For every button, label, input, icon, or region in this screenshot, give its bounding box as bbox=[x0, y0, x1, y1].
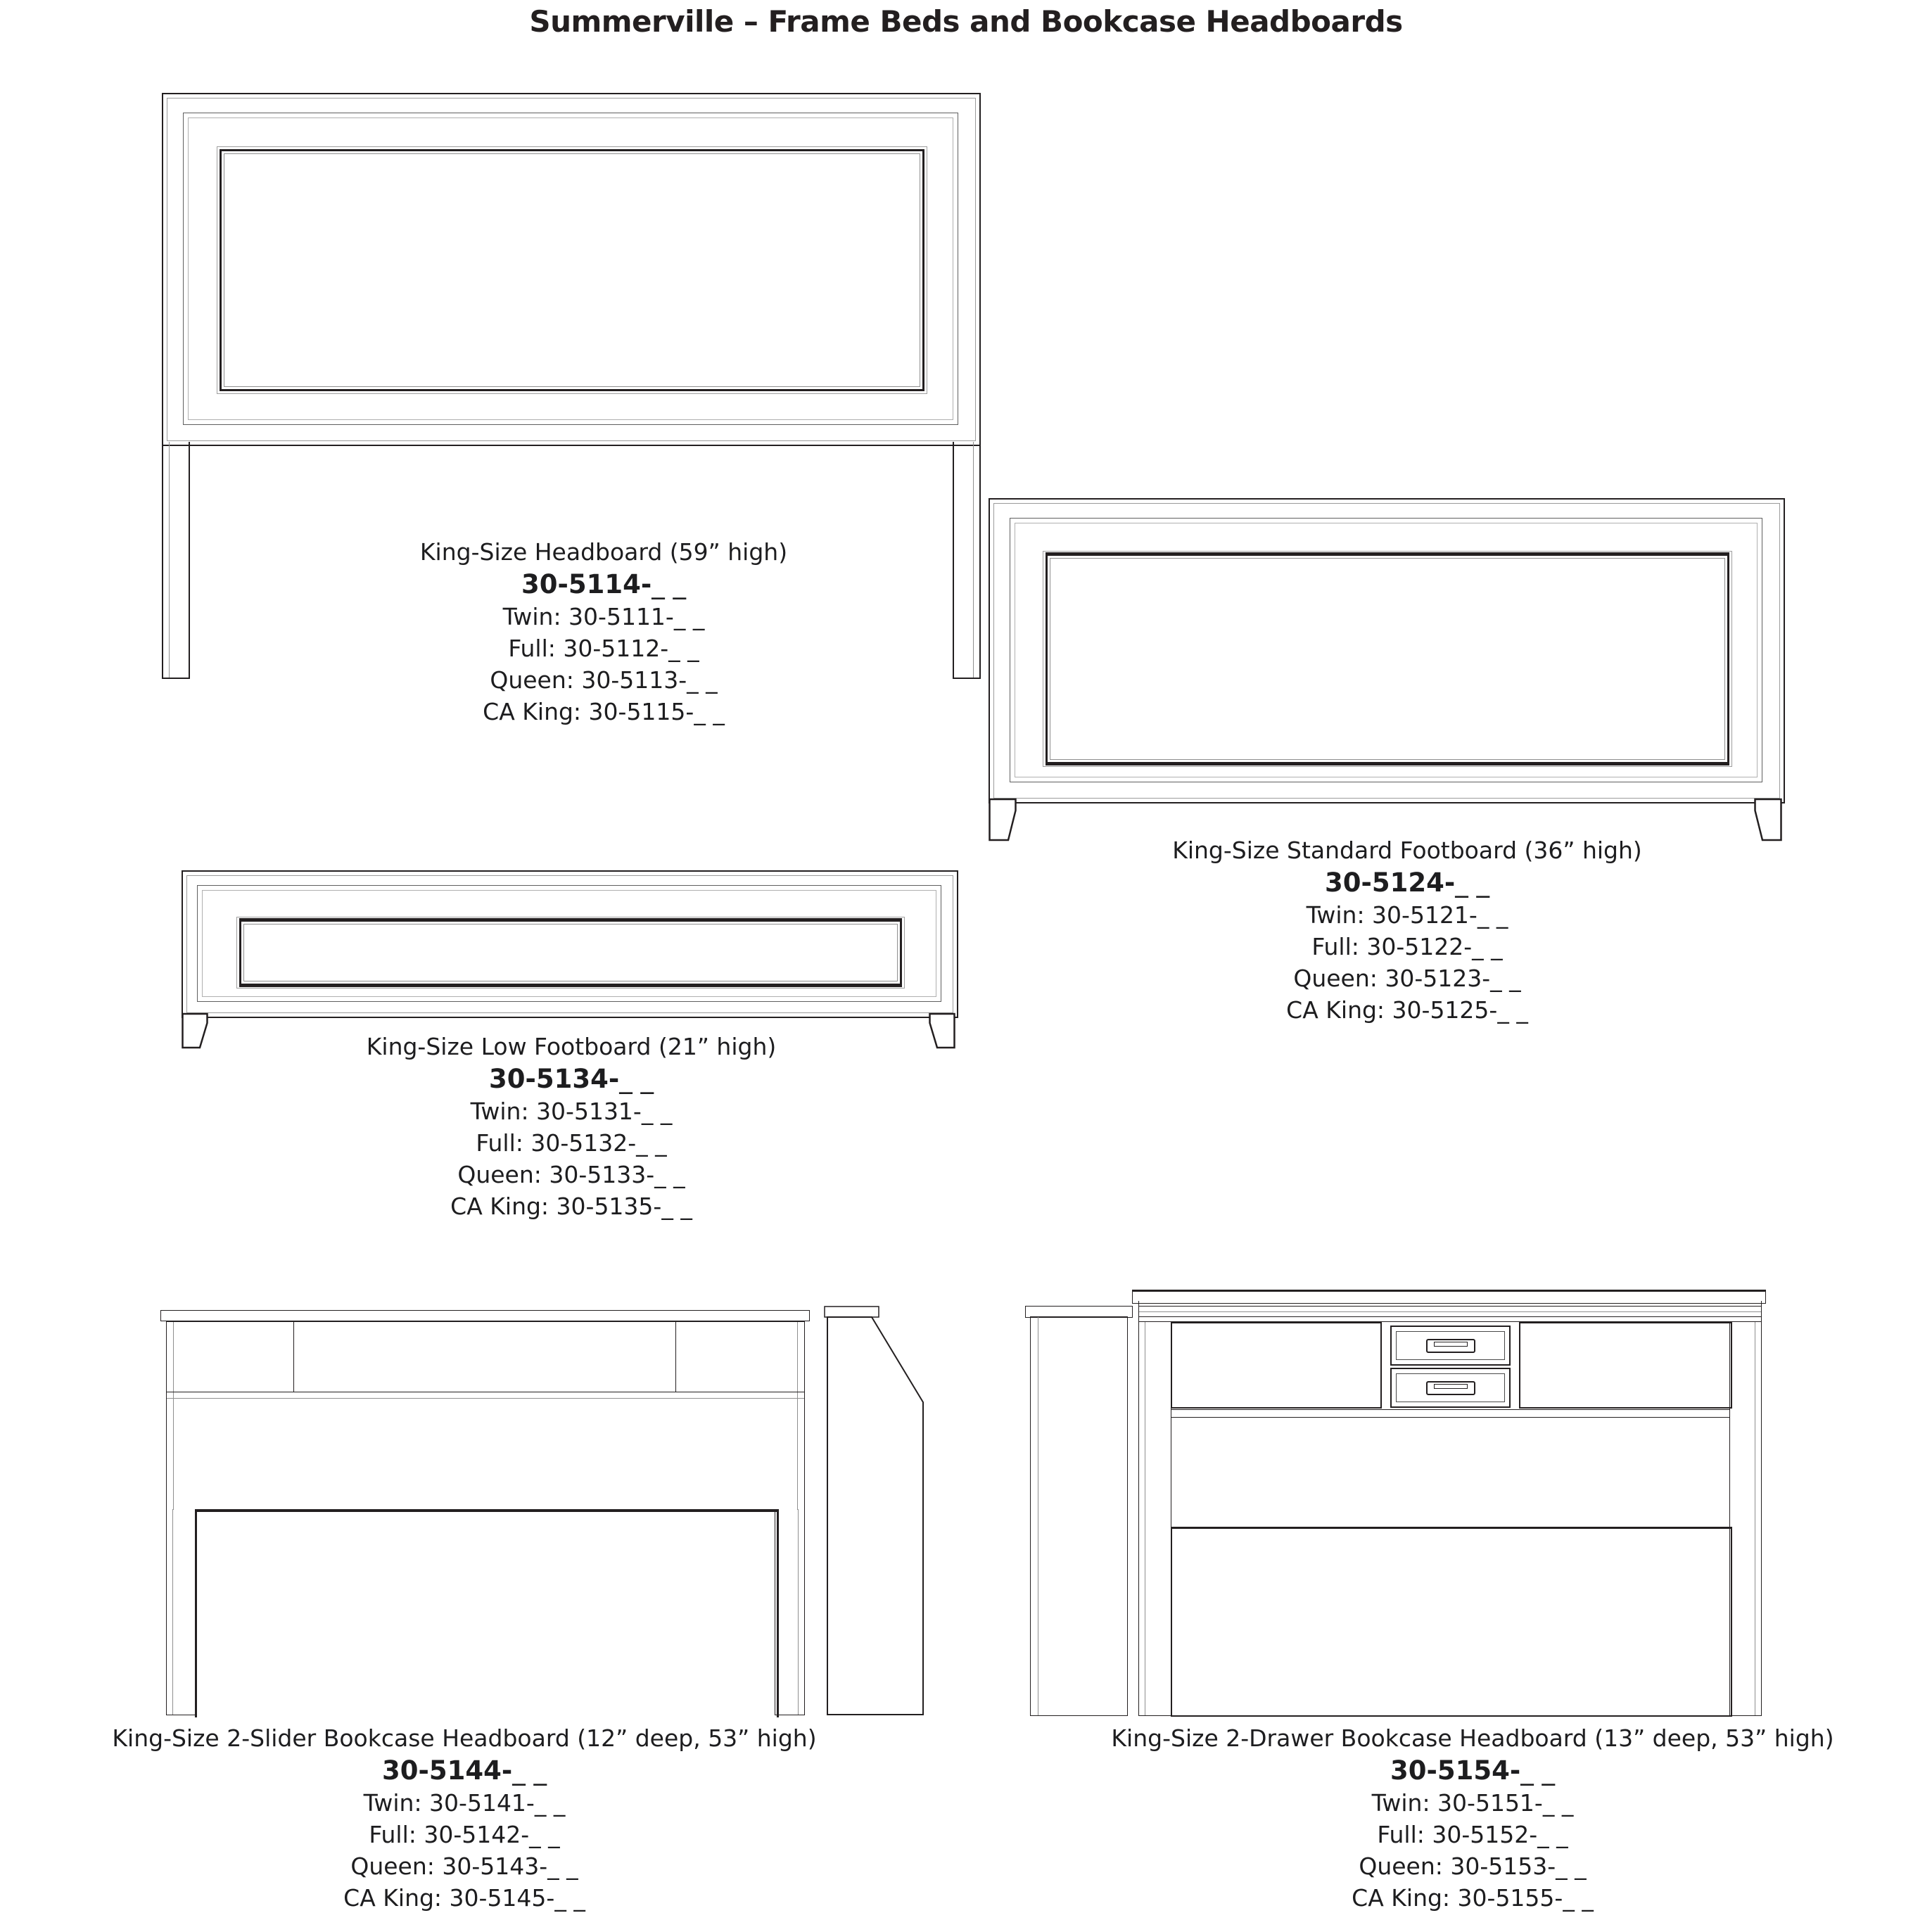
drawer-bookcase-headboard-drawing bbox=[1024, 1288, 1771, 1716]
product-variant: Queen: 30-5133-_ _ bbox=[457, 1161, 685, 1188]
slider-right-edge-line bbox=[797, 1322, 798, 1510]
product-code-line bbox=[182, 568, 1026, 601]
slider-recessed-panel bbox=[195, 1509, 779, 1717]
product-variant: Twin: 30-5111-_ _ bbox=[502, 603, 705, 630]
product-code-line bbox=[1050, 1754, 1895, 1787]
product-variant: Full: 30-5152-_ _ bbox=[1377, 1821, 1568, 1848]
product-variant: CA King: 30-5145-_ _ bbox=[343, 1884, 585, 1912]
shelf-line-bottom bbox=[1171, 1417, 1729, 1418]
crown-line bbox=[1139, 1316, 1761, 1317]
product-code: 30-5144- bbox=[382, 1755, 513, 1786]
caption-low-footboard bbox=[149, 1031, 993, 1222]
product-name: King-Size Standard Footboard (36” high) bbox=[1172, 837, 1642, 864]
product-variant: Queen: 30-5123-_ _ bbox=[1293, 965, 1521, 992]
product-name: King-Size Headboard (59” high) bbox=[419, 538, 788, 566]
drawer-bottom bbox=[1390, 1368, 1511, 1408]
drawer-front-body bbox=[1138, 1321, 1762, 1716]
product-variant: CA King: 30-5135-_ _ bbox=[450, 1193, 692, 1220]
standard-footboard-drawing bbox=[989, 498, 1782, 841]
slider-body bbox=[166, 1321, 805, 1510]
product-code-line bbox=[42, 1754, 886, 1787]
product-variant: Full: 30-5122-_ _ bbox=[1311, 933, 1503, 960]
crown-line bbox=[1139, 1306, 1761, 1307]
product-variant: CA King: 30-5115-_ _ bbox=[483, 698, 725, 725]
product-variant: Full: 30-5132-_ _ bbox=[476, 1129, 667, 1157]
product-variant: Queen: 30-5113-_ _ bbox=[490, 666, 718, 694]
headboard-center-panel bbox=[220, 149, 924, 391]
shelf-line-top bbox=[1171, 1409, 1729, 1410]
product-variant: CA King: 30-5125-_ _ bbox=[1286, 996, 1528, 1024]
product-variant: Twin: 30-5121-_ _ bbox=[1306, 901, 1508, 929]
product-variant: Full: 30-5142-_ _ bbox=[369, 1821, 560, 1848]
product-name: King-Size 2-Slider Bookcase Headboard (12” deep, 53” high) bbox=[112, 1724, 817, 1752]
footboard-center-panel bbox=[1046, 552, 1729, 765]
caption-drawer-bookcase bbox=[1050, 1722, 1895, 1914]
drawer-recessed-panel bbox=[1171, 1527, 1732, 1717]
caption-king-headboard bbox=[182, 536, 1026, 727]
product-code: 30-5124- bbox=[1325, 868, 1456, 898]
product-variant: Twin: 30-5141-_ _ bbox=[363, 1789, 566, 1817]
caption-slider-bookcase bbox=[42, 1722, 886, 1914]
product-code: 30-5114- bbox=[521, 569, 652, 599]
product-code: 30-5134- bbox=[489, 1064, 620, 1094]
slider-leg-right bbox=[775, 1509, 805, 1715]
slider-left-edge-line bbox=[173, 1322, 174, 1510]
product-code-suffix: _ _ bbox=[619, 1064, 654, 1094]
product-variant: Full: 30-5112-_ _ bbox=[508, 635, 699, 662]
open-compartment-right bbox=[1519, 1322, 1732, 1409]
low-footboard-drawing bbox=[182, 870, 955, 1050]
product-variant: Twin: 30-5151-_ _ bbox=[1371, 1789, 1574, 1817]
product-code: 30-5154- bbox=[1390, 1755, 1521, 1786]
drawer-side-view bbox=[1030, 1316, 1128, 1716]
product-name: King-Size 2-Drawer Bookcase Headboard (13” deep, 53” high) bbox=[1111, 1724, 1834, 1752]
drawer-crown-band bbox=[1138, 1301, 1762, 1321]
slider-top-cap bbox=[160, 1310, 810, 1321]
page-title: Summerville – Frame Beds and Bookcase Headboards bbox=[529, 4, 1403, 39]
slider-divider-right bbox=[675, 1322, 676, 1392]
product-code-suffix: _ _ bbox=[1455, 868, 1489, 898]
slider-side-view bbox=[824, 1306, 929, 1716]
slider-bookcase-headboard-drawing bbox=[160, 1306, 929, 1716]
drawer-bottom-handle bbox=[1426, 1381, 1475, 1395]
product-variant: Queen: 30-5153-_ _ bbox=[1359, 1852, 1587, 1880]
caption-standard-footboard bbox=[985, 834, 1829, 1026]
product-name: King-Size Low Footboard (21” high) bbox=[366, 1033, 777, 1060]
product-code-suffix: _ _ bbox=[652, 569, 686, 599]
product-variant: Twin: 30-5131-_ _ bbox=[470, 1098, 673, 1125]
low-footboard-center-panel bbox=[239, 918, 902, 987]
slider-leg-left bbox=[166, 1509, 196, 1715]
product-code-suffix: _ _ bbox=[1520, 1755, 1555, 1786]
product-variant: CA King: 30-5155-_ _ bbox=[1352, 1884, 1594, 1912]
product-code-line bbox=[149, 1062, 993, 1095]
product-code-suffix: _ _ bbox=[512, 1755, 547, 1786]
drawer-top-handle bbox=[1426, 1339, 1475, 1353]
open-compartment-left bbox=[1171, 1322, 1382, 1409]
product-variant: Queen: 30-5143-_ _ bbox=[350, 1852, 578, 1880]
drawer-top bbox=[1390, 1326, 1511, 1366]
product-code-line bbox=[985, 866, 1829, 899]
crown-line bbox=[1139, 1311, 1761, 1312]
slider-shelf-line-bottom bbox=[167, 1398, 804, 1399]
slider-divider-left bbox=[293, 1322, 294, 1392]
